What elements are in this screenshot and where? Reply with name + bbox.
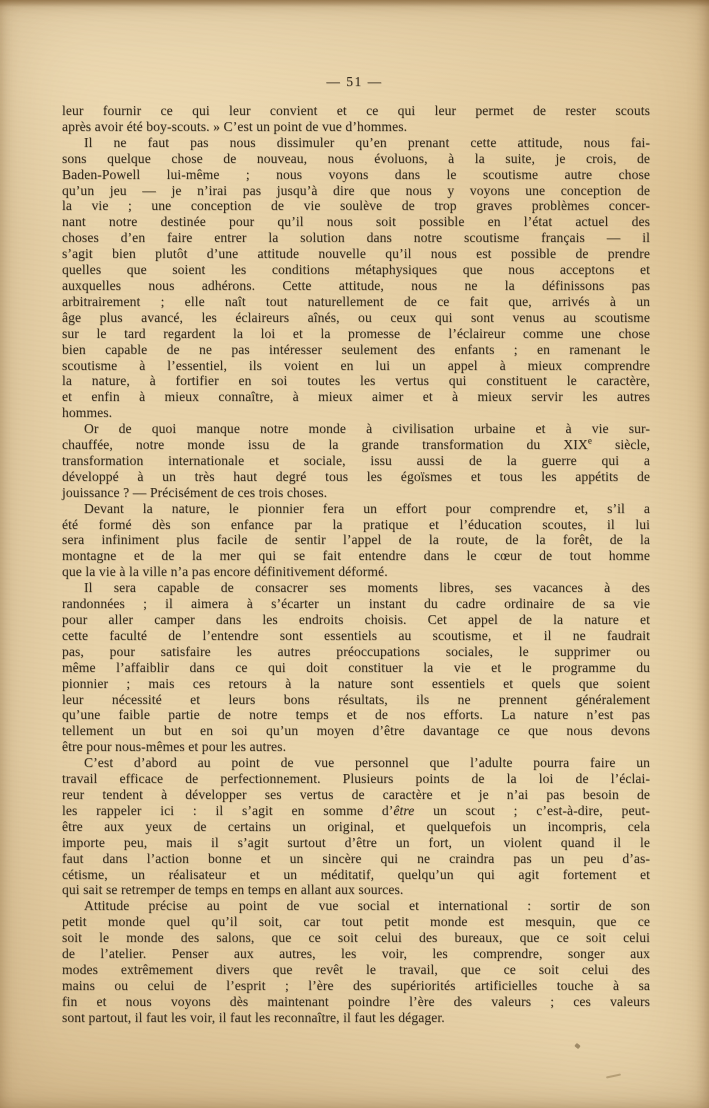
- text-line: cette faculté de l’entendre sont essentiels au scoutisme, et il ne faudrait: [62, 627, 650, 643]
- text-line: soit le monde des salons, que ce soit celui des bureaux, que ce soit celui: [62, 930, 650, 946]
- text-line: Attitude précise au point de vue social et international : sortir de son: [84, 898, 650, 914]
- text-line: montagne et de la mer qui se fait entendre dans le cœur de tout homme: [62, 548, 650, 564]
- paragraph: [62, 501, 650, 581]
- text-line: pas, pour satisfaire les autres préoccupations sociales, le supprimer ou: [62, 643, 650, 659]
- text-line: après avoir été boy-scouts. » C’est un point de vue d’hommes.: [62, 118, 408, 134]
- text-line: Devant la nature, le pionnier fera un effort pour comprendre et, s’il a: [84, 500, 650, 516]
- text-line: être pour nous-mêmes et pour les autres.: [62, 739, 287, 755]
- paragraph: [62, 421, 650, 501]
- paragraph: [62, 580, 650, 755]
- page-number: — 51 —: [326, 74, 383, 89]
- text-line: nant notre destinée pour qu’il nous soit possible en l’état actuel des: [62, 214, 650, 230]
- text-line: chauffée, notre monde issu de la grande transformation du XIXe siècle,: [62, 435, 650, 453]
- text-line: de l’atelier. Penser aux autres, les voir, les comprendre, songer aux: [62, 946, 650, 962]
- text-line: tellement un but en soi qu’un moyen d’être davantage ce que nous devons: [62, 723, 650, 739]
- text-line: leur nécessité et leurs bons résultats, ils ne prennent généralement: [62, 691, 650, 707]
- paragraph: [62, 103, 650, 135]
- text-line: jouissance ? — Précisément de ces trois choses.: [62, 484, 328, 500]
- text-line: Or de quoi manque notre monde à civilisation urbaine et à vie sur-: [84, 421, 650, 437]
- text-line: qu’un jeu — je n’irai pas jusqu’à dire que nous y voyons une conception de: [62, 182, 650, 198]
- paragraph: [62, 135, 650, 421]
- text-line: la vie ; une conception de vie soulève de trop graves problèmes concer-: [62, 198, 650, 214]
- text-line: et enfin à mieux connaître, à mieux aimer et à mieux servir les autres: [62, 389, 650, 405]
- paragraph: [62, 898, 650, 1025]
- text-line: même l’affaiblir dans ce qui doit constituer la vie et le programme du: [62, 659, 650, 675]
- text-line: faut dans l’action bonne et un sincère qui ne craindra pas un peu d’as-: [62, 850, 650, 866]
- paper-speck: [574, 1043, 580, 1049]
- text-line: Baden-Powell lui-même ; nous voyons dans le scoutisme autre chose: [62, 166, 650, 182]
- text-line: pour aller camper dans les endroits choisis. Cet appel de la nature et: [62, 612, 650, 627]
- text-line: quelles que soient les conditions métaphysiques que nous acceptons et: [62, 262, 650, 278]
- text-line: pionnier ; mais ces retours à la nature sont essentiels et quels que soient: [62, 675, 650, 691]
- text-line: mains ou celui de l’esprit ; l’ère des supériorités artificielles touche à sa: [62, 977, 650, 993]
- text-line: bien capable de ne pas intéresser seulement des enfants ; en ramenant le: [62, 341, 650, 357]
- paper-speck: [606, 1073, 621, 1078]
- text-line: la nature, à fortifier en soi toutes les vertus qui constituent le caractère,: [62, 373, 650, 389]
- text-line: sur le tard regardent la loi et la promesse de l’éclaireur comme une chose: [62, 325, 650, 341]
- text-line: scoutisme à l’essentiel, ils voient en lui un appel à mieux comprendre: [62, 357, 650, 373]
- text-line: fin et nous voyons dès maintenant poindre l’ère des valeurs ; ces valeurs: [62, 993, 650, 1009]
- text-block: [62, 103, 650, 1026]
- text-line: été formé dès son enfance par la pratique et l’éducation scoutes, il lui: [62, 516, 650, 532]
- text-line: les rappeler ici : il s’agit en somme d’être un scout ; c’est-à-dire, peut-: [62, 802, 650, 818]
- text-line: hommes.: [62, 405, 113, 421]
- text-line: choses d’en faire entrer la solution dans notre scoutisme français — il: [62, 230, 650, 246]
- paragraph: [62, 755, 650, 898]
- text-line: C’est d’abord au point de vue personnel que l’adulte pourra faire un: [84, 755, 650, 771]
- text-line: être aux yeux de certains un original, et quelquefois un incompris, cela: [62, 818, 650, 834]
- text-line: travail efficace de perfectionnement. Plusieurs points de la loi de l’éclai-: [62, 771, 650, 787]
- text-line: s’agit bien plutôt d’une attitude nouvelle qu’il nous est possible de prendre: [62, 246, 650, 262]
- text-line: leur fournir ce qui leur convient et ce qui leur permet de rester scouts: [62, 103, 650, 118]
- text-line: petit monde quel qu’il soit, car tout petit monde est mesquin, que ce: [62, 914, 650, 930]
- text-line: développé à un très haut degré tous les égoïsmes et tous les appétits de: [62, 468, 650, 484]
- text-line: qu’une faible partie de notre temps et de nos efforts. La nature n’est pas: [62, 707, 650, 723]
- text-line: reur tendent à développer ses vertus de caractère et je n’ai pas besoin de: [62, 786, 650, 802]
- text-line: cétisme, un réalisateur et un méditatif, quelqu’un qui agit fortement et: [62, 866, 650, 882]
- text-line: auxquelles nous adhérons. Cette attitude, nous ne la définissons pas: [62, 277, 650, 293]
- text-line: Il ne faut pas nous dissimuler qu’en prenant cette attitude, nous fai-: [84, 134, 650, 150]
- text-line: Il sera capable de consacrer ses moments libres, ses vacances à des: [84, 580, 650, 596]
- text-line: sera infiniment plus facile de sentir l’appel de la route, de la forêt, de la: [62, 532, 650, 548]
- text-line: sons quelque chose de nouveau, nous évoluons, à la suite, je crois, de: [62, 150, 650, 166]
- text-line: qui sait se retremper de temps en temps en allant aux sources.: [62, 882, 404, 898]
- text-line: que la vie à la ville n’a pas encore définitivement déformé.: [62, 564, 388, 580]
- text-line: sont partout, il faut les voir, il faut les reconnaître, il faut les dégager.: [62, 1009, 445, 1025]
- text-line: transformation internationale et sociale, issu aussi de la guerre qui a: [62, 452, 650, 468]
- text-line: randonnées ; il aimera à s’écarter un instant du cadre ordinaire de sa vie: [62, 596, 650, 612]
- text-line: âge plus avancé, les éclaireurs aînés, ou ceux qui sont venus au scoutisme: [62, 309, 650, 325]
- text-line: importe peu, mais il s’agit surtout d’être un fort, un violent quand il le: [62, 834, 650, 850]
- text-line: arbitrairement ; elle naît tout naturellement de ce fait que, arrivés à un: [62, 293, 650, 309]
- text-line: modes extrêmement divers que revêt le travail, que ce soit celui des: [62, 961, 650, 977]
